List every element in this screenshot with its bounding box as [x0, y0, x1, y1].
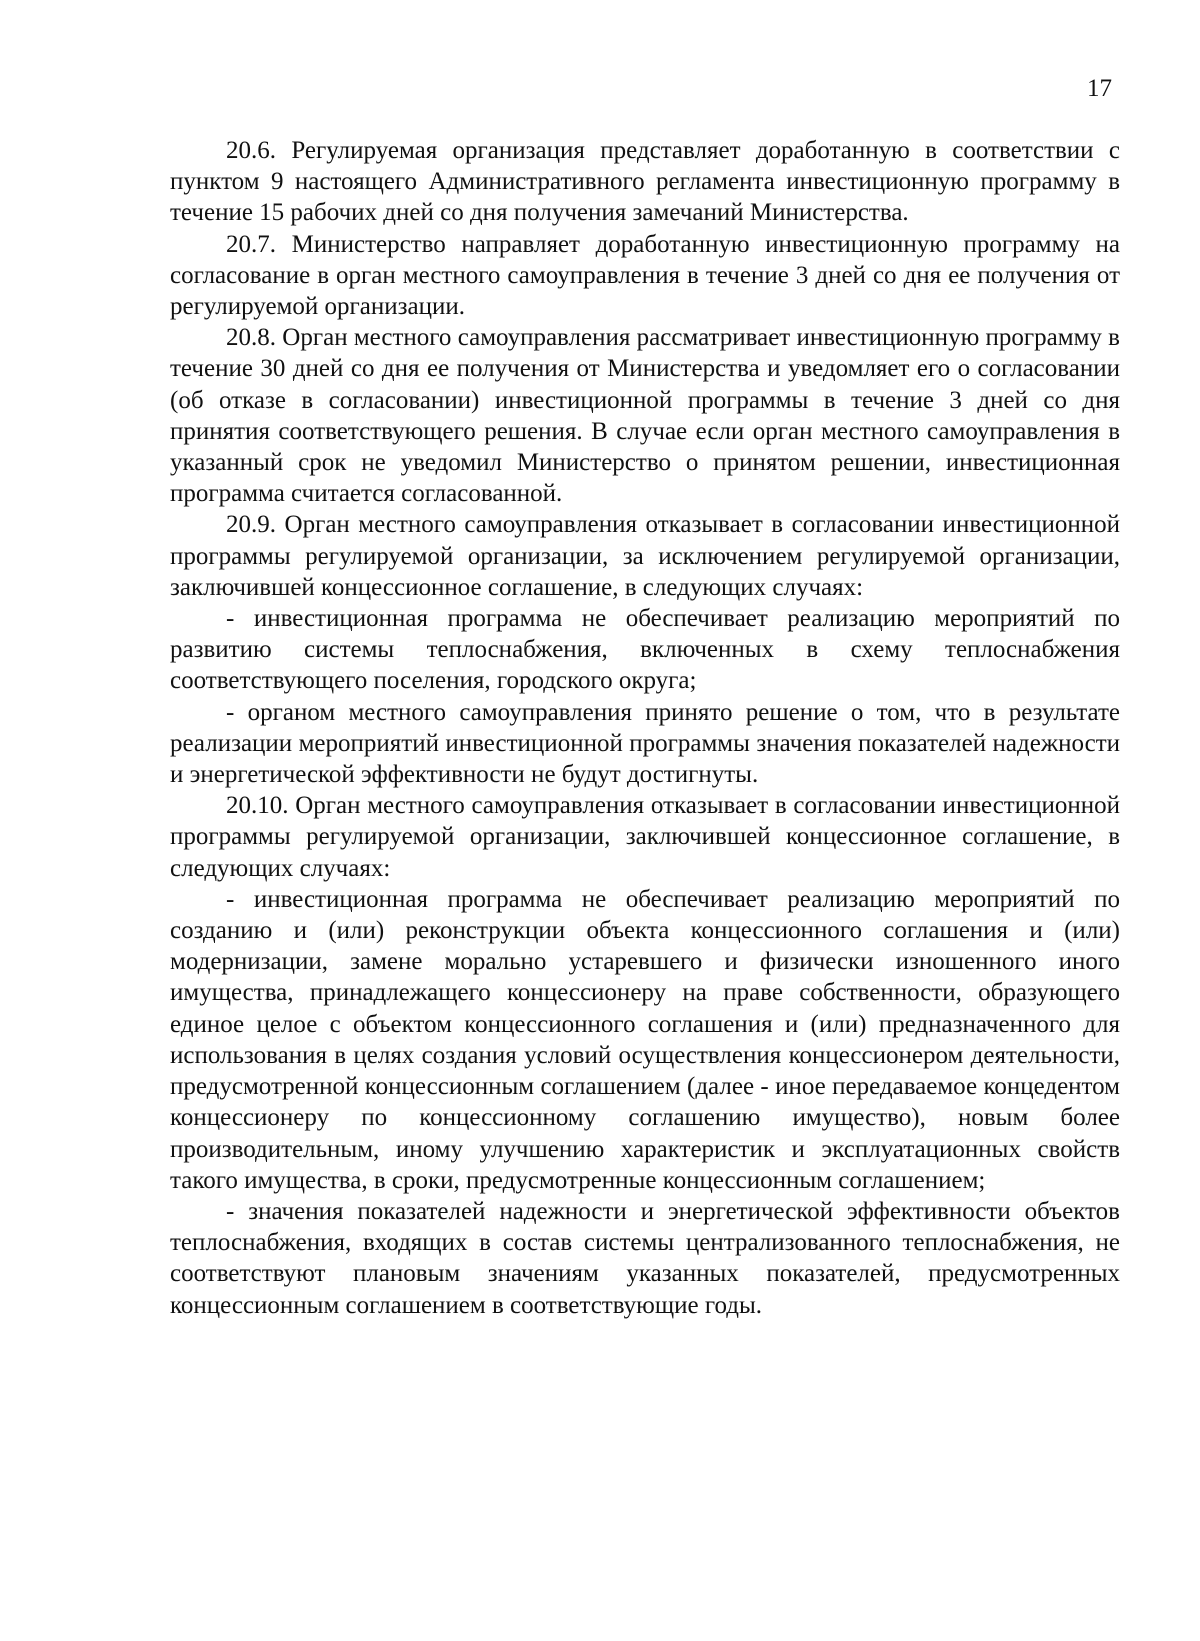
list-item-20-9-a: - инвестиционная программа не обеспечивает реализацию мероприятий по развитию системы теплоснабжения, включенных в схему теплоснабжения соответствующего поселения, городского округа; — [170, 605, 1120, 695]
document-body — [170, 135, 1120, 1321]
paragraph-20-7: 20.7. Министерство направляет доработанную инвестиционную программу на согласование в орган местного самоуправления в течение 3 дней со дня ее получения от регулируемой организации. — [170, 230, 1120, 321]
paragraph-20-6: 20.6. Регулируемая организация представляет доработанную в соответствии с пунктом 9 настоящего Административного регламента инвестиционную программу в течение 15 рабочих дней со дня получения замечаний Министерства. — [170, 137, 1120, 227]
paragraph-20-10: 20.10. Орган местного самоуправления отказывает в согласовании инвестиционной программы регулируемой организации, заключившей концессионное соглашение, в следующих случаях: — [170, 792, 1120, 882]
paragraph-20-9: 20.9. Орган местного самоуправления отказывает в согласовании инвестиционной программы регулируемой организации, за исключением регулируемой организации, заключившей концессионное соглашение, в следующих случаях: — [170, 511, 1120, 601]
page-number: 17 — [1087, 75, 1112, 102]
paragraph-20-8: 20.8. Орган местного самоуправления рассматривает инвестиционную программу в течение 30 дней со дня ее получения от Министерства и уведомляет его о согласовании (об отказе в согласовании) инвестиционной программы в течение 3 дней со дня принятия соответствующего решения. В случае если орган местного самоуправления в указанный срок не уведомил Министерство о принятом решении, инвестиционная программа считается согласованной. — [170, 324, 1120, 508]
list-item-20-9-b: - органом местного самоуправления принято решение о том, что в результате реализации мероприятий инвестиционной программы значения показателей надежности и энергетической эффективности не будут достигнуты. — [170, 698, 1120, 789]
list-item-20-10-a: - инвестиционная программа не обеспечивает реализацию мероприятий по созданию и (или) реконструкции объекта концессионного соглашения и (или) модернизации, замене морально устаревшего и физически изношенного иного имущества, принадлежащего концессионеру на праве собственности, образующего единое целое с объектом концессионного соглашения и (или) предназначенного для использования в целях создания условий осуществления концессионером деятельности, предусмотренной концессионным соглашением (далее - иное передаваемое концедентом концессионеру по концессионному соглашению имущество), новым более производительным, иному улучшению характеристик и эксплуатационных свойств такого имущества, в сроки, предусмотренные концессионным соглашением; — [170, 885, 1120, 1194]
list-item-20-10-b: - значения показателей надежности и энергетической эффективности объектов теплоснабжения, входящих в состав системы централизованного теплоснабжения, не соответствуют плановым значениям указанных показателей, предусмотренных концессионным соглашением в соответствующие годы. — [170, 1197, 1120, 1319]
